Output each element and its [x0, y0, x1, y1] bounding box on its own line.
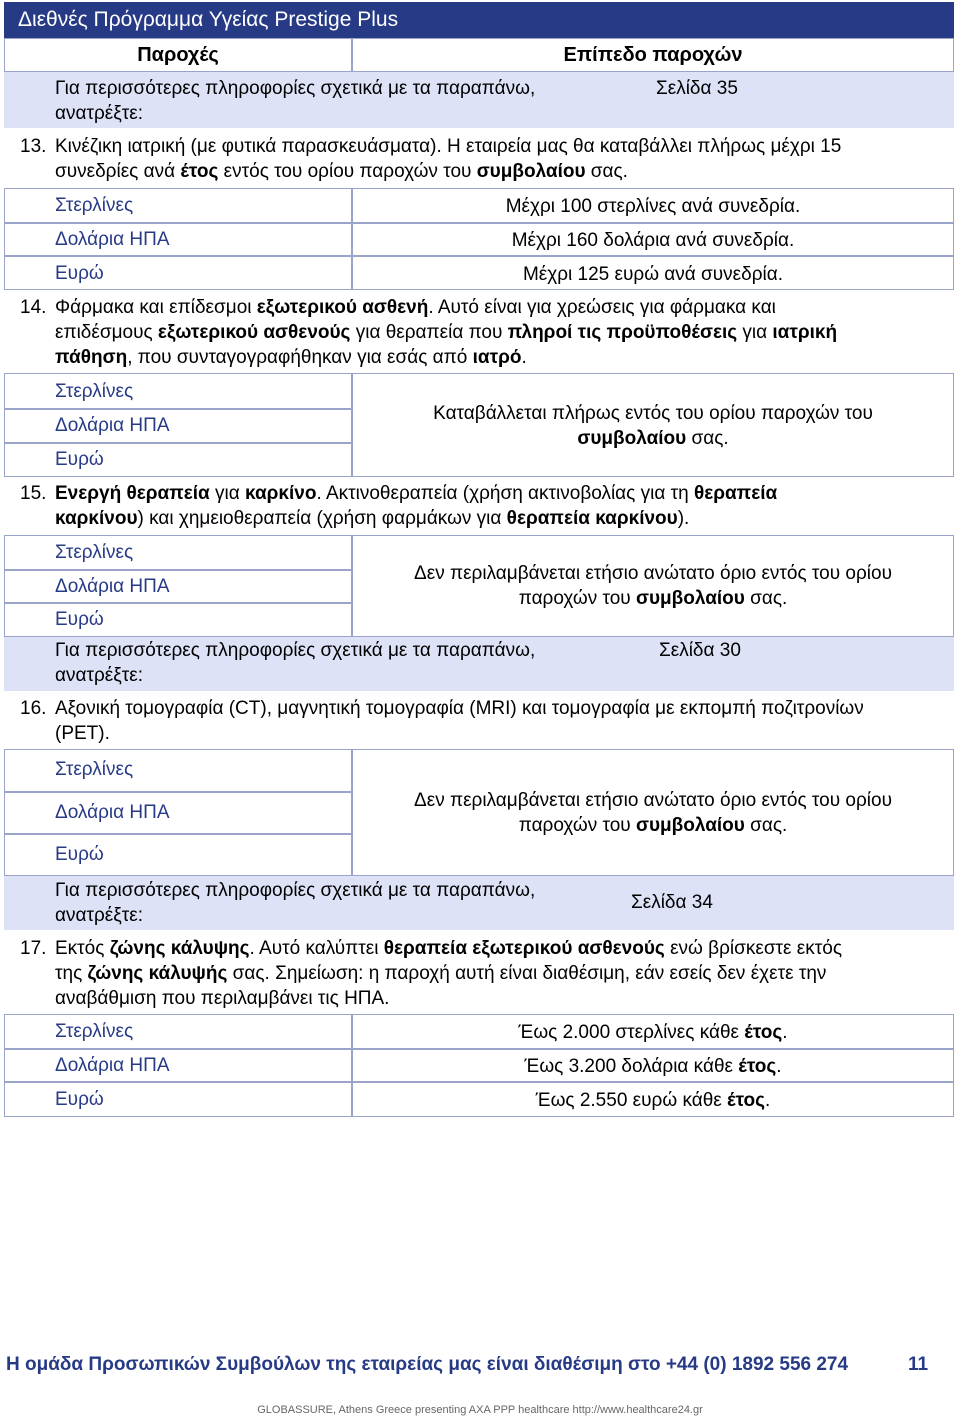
currency-usd: Δολάρια ΗΠΑ: [55, 802, 170, 823]
item-13-line1: Κινέζικη ιατρική (με φυτικά παρασκευάσματα). Η εταιρεία μας θα καταβάλλει πλήρως μέχρι 15: [55, 136, 842, 157]
divider: [5, 408, 351, 410]
level-usd: Έως 3.200 δολάρια κάθε έτος.: [524, 1056, 782, 1077]
document-title: Διεθνές Πρόγραμμα Υγείας Prestige Plus: [4, 2, 954, 38]
item-17-table: [4, 1014, 954, 1117]
divider: [5, 791, 351, 793]
divider: [5, 833, 351, 835]
item-17-heading: [55, 936, 935, 1011]
reference-row: [4, 876, 954, 930]
currency-usd: Δολάρια ΗΠΑ: [55, 576, 170, 597]
item-14-heading: [55, 295, 935, 370]
item-17-line3: αναβάθμιση που περιλαμβάνει τις ΗΠΑ.: [55, 988, 390, 1009]
item-13-heading: [55, 134, 935, 184]
item-number: 14.: [20, 297, 47, 318]
level-gbp: Μέχρι 100 στερλίνες ανά συνεδρία.: [505, 196, 801, 217]
currency-gbp: Στερλίνες: [55, 1021, 134, 1042]
item-16-heading: [55, 696, 950, 746]
item-17-line2: της ζώνης κάλυψής σας. Σημείωση: η παροχή αυτή είναι διαθέσιμη, εάν εσείς δεν έχετε την: [55, 963, 827, 984]
currency-gbp: Στερλίνες: [55, 759, 134, 780]
currency-usd: Δολάρια ΗΠΑ: [55, 229, 170, 250]
item-14-line3: πάθηση, που συνταγογραφήθηκαν για εσάς από ιατρό.: [55, 347, 527, 368]
level-usd: Μέχρι 160 δολάρια ανά συνεδρία.: [511, 230, 795, 251]
item-number: 15.: [20, 483, 47, 504]
reference-text: Για περισσότερες πληροφορίες σχετικά με τα παραπάνω, ανατρέξτε:: [55, 880, 536, 926]
item-14-line2: επιδέσμους εξωτερικού ασθενούς για θεραπεία που πληροί τις προϋποθέσεις για ιατρική: [55, 322, 838, 343]
level-eur: Μέχρι 125 ευρώ ανά συνεδρία.: [522, 264, 784, 285]
reference-row: [4, 72, 954, 128]
item-number: 13.: [20, 136, 47, 157]
footer-source: GLOBASSURE, Athens Greece presenting AXA PPP healthcare http://www.healthcare24.gr: [257, 1404, 703, 1416]
divider: [5, 569, 351, 571]
reference-page: Σελίδα 34: [631, 892, 713, 913]
currency-eur: Ευρώ: [55, 263, 104, 284]
item-15-line1: Ενεργή θεραπεία για καρκίνο. Ακτινοθεραπεία (χρήση ακτινοβολίας για τη θεραπεία: [55, 483, 778, 504]
footer-contact: Η ομάδα Προσωπικών Συμβούλων της εταιρείας μας είναι διαθέσιμη στο +44 (0) 1892 556 274: [6, 1354, 849, 1375]
item-number: 17.: [20, 938, 47, 959]
currency-eur: Ευρώ: [55, 844, 104, 865]
currency-eur: Ευρώ: [55, 609, 104, 630]
divider: [5, 1081, 953, 1083]
page-number: 11: [908, 1354, 929, 1375]
reference-page: Σελίδα 30: [659, 640, 741, 661]
item-15-table: [4, 535, 954, 637]
divider: [5, 255, 953, 257]
column-header-benefits: Παροχές: [137, 44, 219, 66]
currency-gbp: Στερλίνες: [55, 195, 134, 216]
divider: [5, 1048, 953, 1050]
reference-text: Για περισσότερες πληροφορίες σχετικά με τα παραπάνω, ανατρέξτε:: [55, 640, 536, 686]
level-all-currencies: Δεν περιλαμβάνεται ετήσιο ανώτατο όριο εντός του ορίου παροχών του συμβολαίου σας.: [414, 790, 892, 836]
item-number: 16.: [20, 698, 47, 719]
item-15-heading: [55, 481, 935, 531]
reference-page: Σελίδα 35: [656, 78, 738, 99]
level-gbp: Έως 2.000 στερλίνες κάθε έτος.: [518, 1022, 788, 1043]
reference-text: Για περισσότερες πληροφορίες σχετικά με τα παραπάνω, ανατρέξτε:: [55, 78, 536, 124]
item-16-table: [4, 749, 954, 876]
reference-row: [4, 637, 954, 691]
level-eur: Έως 2.550 ευρώ κάθε έτος.: [535, 1090, 771, 1111]
item-13-table: [4, 188, 954, 290]
item-17-line1: Εκτός ζώνης κάλυψης. Αυτό καλύπτει θεραπεία εξωτερικού ασθενούς ενώ βρίσκεστε εκτός: [55, 938, 842, 959]
currency-usd: Δολάρια ΗΠΑ: [55, 1055, 170, 1076]
item-13-line2: συνεδρίες ανά έτος εντός του ορίου παροχών του συμβολαίου σας.: [55, 161, 628, 182]
currency-usd: Δολάρια ΗΠΑ: [55, 415, 170, 436]
currency-eur: Ευρώ: [55, 1089, 104, 1110]
divider: [5, 602, 351, 604]
currency-gbp: Στερλίνες: [55, 542, 134, 563]
item-14-table: [4, 373, 954, 477]
level-all-currencies: Δεν περιλαμβάνεται ετήσιο ανώτατο όριο εντός του ορίου παροχών του συμβολαίου σας.: [414, 563, 892, 609]
level-all-currencies: Καταβάλλεται πλήρως εντός του ορίου παροχών του συμβολαίου σας.: [433, 403, 873, 449]
divider: [5, 222, 953, 224]
item-16-line1: Αξονική τομογραφία (CT), μαγνητική τομογραφία (MRI) και τομογραφία με εκπομπή ποζιτρονίων: [55, 698, 864, 719]
currency-eur: Ευρώ: [55, 449, 104, 470]
item-16-line2: (PET).: [55, 723, 110, 744]
column-header-row: [4, 38, 954, 72]
divider: [5, 442, 351, 444]
item-14-line1: Φάρμακα και επίδεσμοι εξωτερικού ασθενή. Αυτό είναι για χρεώσεις για φάρμακα και: [55, 297, 776, 318]
column-header-level: Επίπεδο παροχών: [563, 44, 743, 66]
item-15-line2: καρκίνου) και χημειοθεραπεία (χρήση φαρμάκων για θεραπεία καρκίνου).: [55, 508, 690, 529]
currency-gbp: Στερλίνες: [55, 381, 134, 402]
